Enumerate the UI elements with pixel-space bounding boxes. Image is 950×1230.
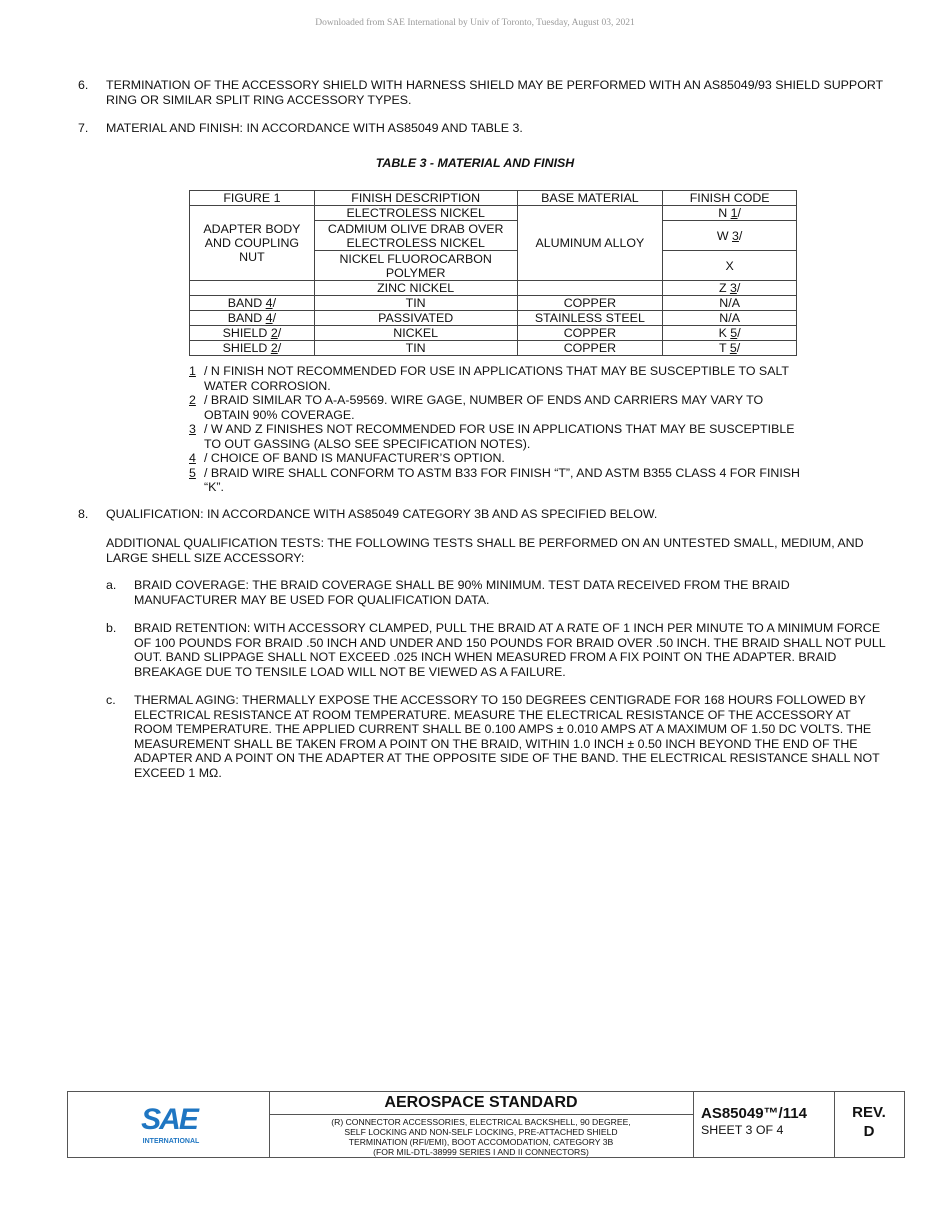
note-slash: /	[277, 341, 282, 355]
cell-code: N/A	[663, 311, 797, 326]
test-label: c.	[106, 693, 116, 707]
paragraph-7	[78, 121, 888, 136]
cell-code	[663, 206, 797, 221]
cell-code	[663, 221, 797, 251]
cell-finish: CADMIUM OLIVE DRAB OVER ELECTROLESS NICKEL	[314, 221, 517, 251]
note-number: 3	[189, 422, 196, 436]
note-text: / W AND Z FINISHES NOT RECOMMENDED FOR USE IN APPLICATIONS THAT MAY BE SUSCEPTIBLE TO OUT GASSING (ALSO SEE SPECIFICATION NOTES).	[204, 422, 795, 451]
code-text: W	[716, 228, 733, 243]
table-row	[190, 281, 797, 296]
note-1	[189, 364, 809, 393]
paragraph-text: ADDITIONAL QUALIFICATION TESTS: THE FOLLOWING TESTS SHALL BE PERFORMED ON AN UNTESTED SMALL, MEDIUM, AND LARGE SHELL SIZE ACCESSORY:	[106, 536, 864, 565]
cell-base: COPPER	[517, 341, 663, 356]
table-title: TABLE 3 - MATERIAL AND FINISH	[375, 156, 575, 170]
note-ref: 4	[265, 311, 273, 325]
figure-text: SHIELD	[222, 341, 271, 355]
header-base-material: BASE MATERIAL	[517, 191, 663, 206]
cell-figure	[190, 296, 315, 311]
sae-logo-icon	[68, 1092, 269, 1157]
cell-base: STAINLESS STEEL	[517, 311, 663, 326]
sheet-number: SHEET 3 OF 4	[701, 1123, 784, 1137]
note-number: 5	[189, 465, 196, 480]
cell-code: N/A	[663, 296, 797, 311]
note-slash: /	[736, 281, 741, 295]
paragraph-text: MATERIAL AND FINISH: IN ACCORDANCE WITH AS85049 AND TABLE 3.	[106, 121, 523, 135]
code-text: N	[718, 206, 731, 220]
cell-code: X	[663, 251, 797, 281]
table-row	[190, 311, 797, 326]
figure-text: SHIELD	[222, 326, 271, 340]
cell-finish: ZINC NICKEL	[314, 281, 517, 296]
material-finish-table	[189, 190, 797, 356]
header-finish-description: FINISH DESCRIPTION	[314, 191, 517, 206]
header-figure: FIGURE 1	[190, 191, 315, 206]
note-slash: /	[277, 326, 282, 340]
cell-figure-group: ADAPTER BODY AND COUPLING NUT	[190, 206, 315, 281]
paragraph-number: 7.	[78, 121, 89, 135]
table-row	[190, 326, 797, 341]
test-label: b.	[106, 621, 117, 635]
note-slash: /	[272, 296, 277, 310]
code-text: T	[719, 341, 730, 355]
test-text: BRAID RETENTION: WITH ACCESSORY CLAMPED, PULL THE BRAID AT A RATE OF 1 INCH PER MINUTE TO A MINIMUM FORCE OF 100 POUNDS FOR BRAID .50 INCH AND UNDER AND 150 POUNDS FOR BRAID OVER .50 INCH. THE BRAID SHALL NOT PULL OUT. BAND SLIPPAGE SHALL NOT EXCEED .025 INCH WHEN MEASURED FROM A FIX POINT ON THE ADAPTER. BRAID BREAKAGE DUE TO TENSILE LOAD WILL NOT BE VIEWED AS A FAILURE.	[134, 621, 886, 679]
paragraph-6	[78, 78, 888, 107]
note-number: 4	[189, 451, 196, 465]
cell-finish: PASSIVATED	[314, 311, 517, 326]
code-text: Z	[718, 281, 730, 295]
additional-tests-intro	[78, 536, 888, 565]
cell-finish: TIN	[314, 296, 517, 311]
title-block	[67, 1091, 905, 1158]
description-line: TERMINATION (RFI/EMI), BOOT ACCOMODATION, CATEGORY 3B	[348, 1137, 614, 1147]
table-header-row	[190, 191, 797, 206]
document-number: AS85049™/114	[701, 1105, 807, 1122]
cell-code	[663, 326, 797, 341]
logo-subtext: INTERNATIONAL	[142, 1138, 200, 1145]
document-number-cell	[693, 1092, 835, 1157]
revision-cell	[834, 1092, 904, 1157]
note-text: / CHOICE OF BAND IS MANUFACTURER’S OPTION.	[204, 451, 505, 465]
test-a	[106, 578, 886, 607]
paragraph-text: TERMINATION OF THE ACCESSORY SHIELD WITH HARNESS SHIELD MAY BE PERFORMED WITH AN AS85049/93 SHIELD SUPPORT RING OR SIMILAR SPLIT RING ACCESSORY TYPES.	[106, 78, 883, 107]
cell-figure	[190, 341, 315, 356]
note-slash: /	[737, 326, 741, 340]
note-text: / BRAID WIRE SHALL CONFORM TO ASTM B33 FOR FINISH “T”, AND ASTM B355 CLASS 4 FOR FINISH “K”.	[204, 465, 801, 494]
revision-value: D	[863, 1123, 875, 1140]
table-row	[190, 296, 797, 311]
cell-figure-empty	[190, 281, 315, 296]
figure-text: BAND	[227, 311, 266, 325]
test-label: a.	[106, 578, 117, 592]
paragraph-number: 8.	[78, 507, 89, 521]
description-line: (R) CONNECTOR ACCESSORIES, ELECTRICAL BACKSHELL, 90 DEGREE,	[331, 1117, 631, 1127]
paragraph-text: QUALIFICATION: IN ACCORDANCE WITH AS85049 CATEGORY 3B AND AS SPECIFIED BELOW.	[106, 507, 658, 521]
description-line: SELF LOCKING AND NON-SELF LOCKING, PRE-ATTACHED SHIELD	[344, 1127, 618, 1137]
note-text: / BRAID SIMILAR TO A-A-59569. WIRE GAGE, NUMBER OF ENDS AND CARRIERS MAY VARY TO OBTAIN 90% COVERAGE.	[204, 393, 764, 422]
note-ref: 5	[729, 341, 737, 355]
note-text: / N FINISH NOT RECOMMENDED FOR USE IN APPLICATIONS THAT MAY BE SUSCEPTIBLE TO SALT WATER CORROSION.	[204, 364, 789, 393]
note-ref: 3	[732, 228, 739, 243]
standard-title: AEROSPACE STANDARD	[269, 1092, 693, 1115]
standard-description	[269, 1115, 693, 1157]
note-ref: 5	[730, 326, 738, 340]
cell-base: COPPER	[517, 296, 663, 311]
test-b	[106, 621, 886, 679]
title-cell	[269, 1092, 694, 1157]
header-finish-code: FINISH CODE	[663, 191, 797, 206]
download-watermark: Downloaded from SAE International by Univ of Toronto, Tuesday, August 03, 2021	[315, 18, 635, 28]
cell-finish: TIN	[314, 341, 517, 356]
test-text: BRAID COVERAGE: THE BRAID COVERAGE SHALL BE 90% MINIMUM. TEST DATA RECEIVED FROM THE BRAID MANUFACTURER MAY BE USED FOR QUALIFICATION DATA.	[134, 578, 790, 607]
sae-logo	[68, 1092, 270, 1157]
note-ref: 2	[270, 326, 278, 340]
test-text: THERMAL AGING: THERMALLY EXPOSE THE ACCESSORY TO 150 DEGREES CENTIGRADE FOR 168 HOURS FOLLOWED BY ELECTRICAL RESISTANCE AT ROOM TEMPERATURE. MEASURE THE ELECTRICAL RESISTANCE OF THE ACCESSORY AT ROOM TEMPERATURE. THE APPLIED CURRENT SHALL BE 0.100 AMPS ± 0.010 AMPS AT A MAXIMUM OF 1.50 DC VOLTS. THE MEASUREMENT SHALL BE TAKEN FROM A POINT ON THE BRAID, WITHIN 1.0 INCH ± 0.50 INCH BEYOND THE END OF THE ADAPTER AND A POINT ON THE ADAPTER AT THE OPPOSITE SIDE OF THE BAND. THE ELECTRICAL RESISTANCE SHALL NOT EXCEED 1 MΩ.	[134, 693, 880, 780]
table-row	[190, 206, 797, 221]
figure-text: BAND	[227, 296, 266, 310]
cell-finish: NICKEL FLUOROCARBON POLYMER	[314, 251, 517, 281]
cell-figure	[190, 311, 315, 326]
cell-code	[663, 281, 797, 296]
table-notes	[189, 364, 809, 495]
cell-code	[663, 341, 797, 356]
logo-wordmark: SAE	[141, 1103, 197, 1136]
revision-label: REV.	[852, 1104, 886, 1121]
note-ref: 3	[729, 281, 737, 295]
note-slash: /	[272, 311, 277, 325]
cell-base-empty	[517, 281, 663, 296]
table-row	[190, 341, 797, 356]
cell-figure	[190, 326, 315, 341]
note-ref: 4	[265, 296, 273, 310]
note-ref: 2	[270, 341, 278, 355]
test-c	[106, 693, 886, 780]
note-3	[189, 422, 809, 451]
code-text: K	[718, 326, 731, 340]
note-number: 2	[189, 393, 196, 407]
cell-base-group: ALUMINUM ALLOY	[517, 206, 663, 281]
note-2	[189, 393, 809, 422]
paragraph-8	[78, 507, 888, 522]
cell-finish: ELECTROLESS NICKEL	[314, 206, 517, 221]
note-4	[189, 451, 809, 466]
paragraph-number: 6.	[78, 78, 89, 92]
cell-base: COPPER	[517, 326, 663, 341]
note-slash: /	[736, 341, 741, 355]
cell-finish: NICKEL	[314, 326, 517, 341]
note-5	[189, 466, 809, 495]
description-line: (FOR MIL-DTL-38999 SERIES I AND II CONNECTORS)	[373, 1147, 589, 1157]
note-number: 1	[189, 364, 196, 378]
note-slash: /	[737, 206, 741, 220]
note-ref: 1	[730, 206, 738, 220]
note-slash: /	[738, 228, 743, 243]
